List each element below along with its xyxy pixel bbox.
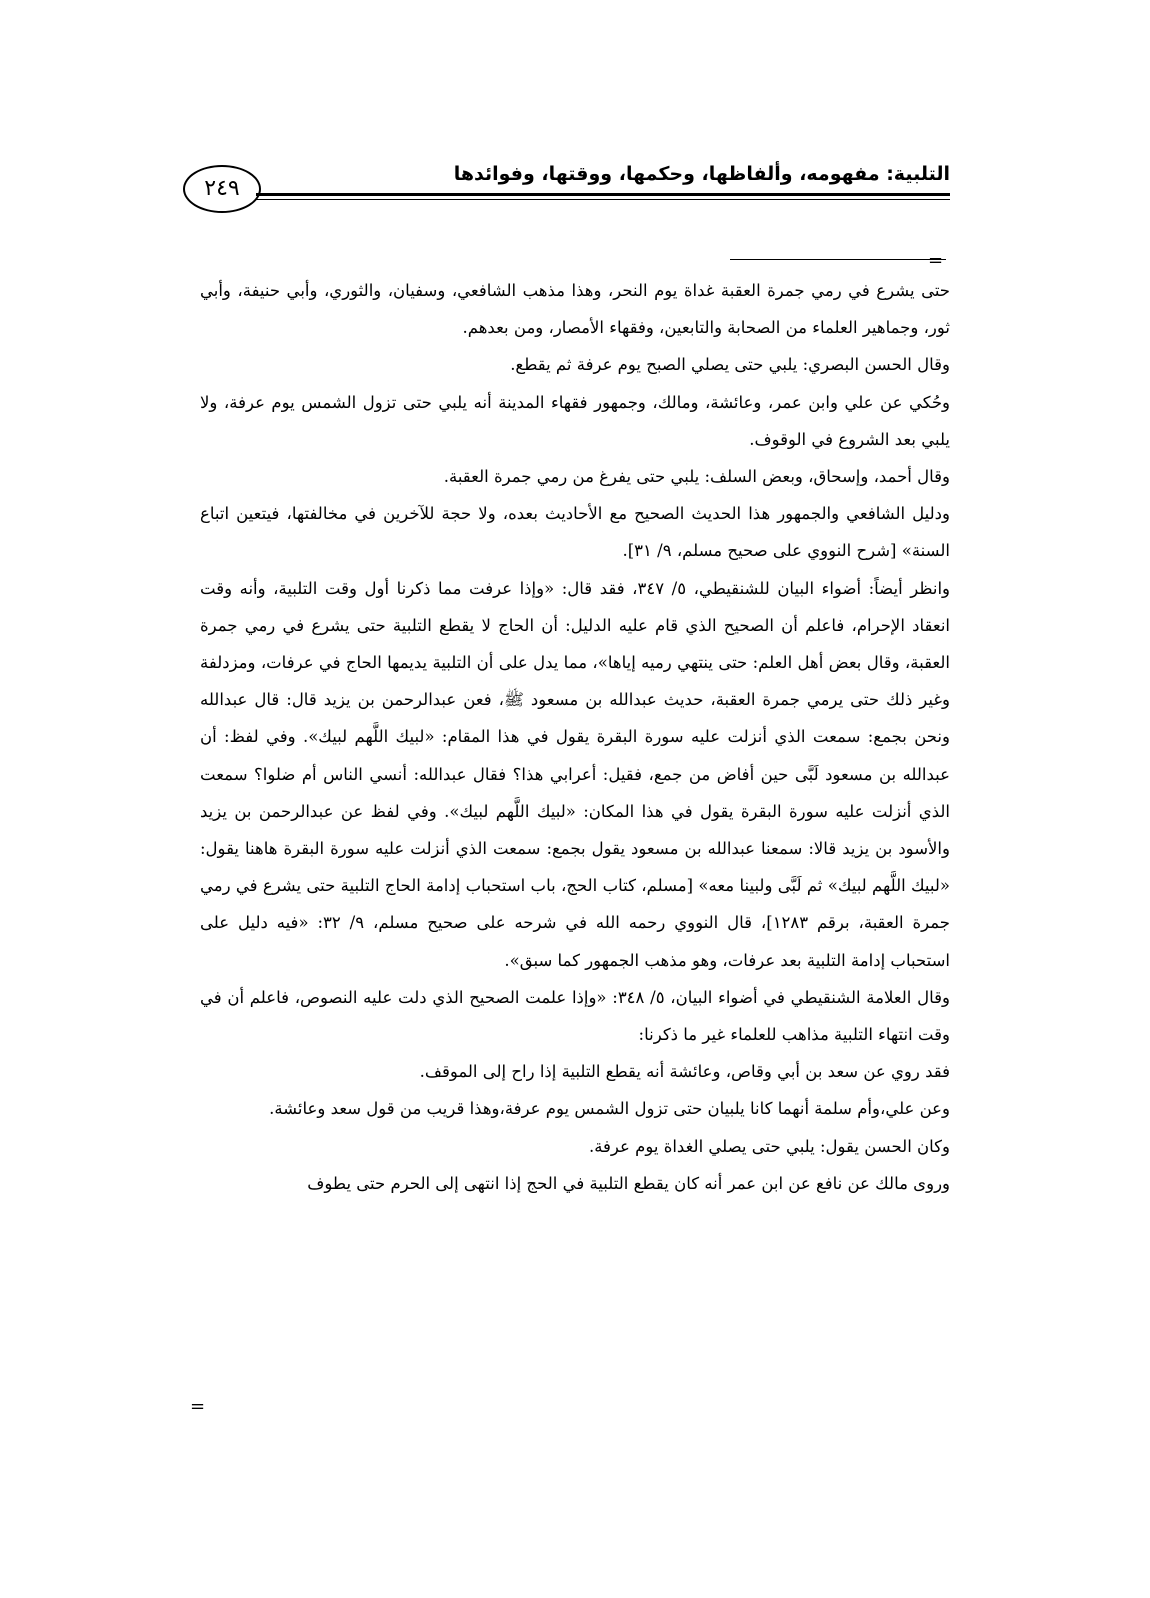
continuation-mark-bottom: = xyxy=(190,1396,206,1417)
paragraph-1: حتى يشرع في رمي جمرة العقبة غداة يوم النحر، وهذا مذهب الشافعي، وسفيان، والثوري، وأبي حنيفة، وأبي ثور، وجماهير العلماء من الصحابة والتابعين، وفقهاء الأمصار، ومن بعدهم. xyxy=(200,281,950,338)
paragraph-11: وروى مالك عن نافع عن ابن عمر أنه كان يقطع التلبية في الحج إذا انتهى إلى الحرم حتى يطوف xyxy=(307,1173,950,1193)
paragraph-10: وكان الحسن يقول: يلبي حتى يصلي الغداة يوم عرفة. xyxy=(588,1136,950,1156)
header-rule-thick xyxy=(256,193,950,196)
paragraph-4: وقال أحمد، وإسحاق، وبعض السلف: يلبي حتى يفرغ من رمي جمرة العقبة. xyxy=(443,467,950,487)
paragraph-8: فقد روي عن سعد بن أبي وقاص، وعائشة أنه يقطع التلبية إذا راح إلى الموقف. xyxy=(419,1062,950,1082)
paragraph-5: ودليل الشافعي والجمهور هذا الحديث الصحيح مع الأحاديث بعده، ولا حجة للآخرين في مخالفتها، فيتعين اتباع السنة» [شرح النووي على صحيح مسلم، ٩/ ٣١]. xyxy=(200,504,950,561)
continuation-mark-top: = xyxy=(928,250,944,271)
paragraph-6: وانظر أيضاً: أضواء البيان للشنقيطي، ٥/ ٣٤٧، فقد قال: «وإذا عرفت مما ذكرنا أول وقت التلبية، وأنه وقت انعقاد الإحرام، فاعلم أن الصحيح الذي قام عليه الدليل: أن الحاج لا يقطع التلبية حتى يشرع في رمي جمرة العقبة، وقال بعض أهل العلم: حتى ينتهي رميه إياها»، مما يدل على أن التلبية يديمها الحاج في عرفات، ومزدلفة وغير ذلك حتى يرمي جمرة العقبة، حديث عبدالله بن مسعود ﷺ، فعن عبدالرحمن بن يزيد قال: قال عبدالله ونحن بجمع: سمعت الذي أنزلت عليه سورة البقرة يقول في هذا المقام: «لبيك اللَّهم لبيك». وفي لفظ: أن عبدالله بن مسعود لَبَّى حين أفاض من جمع، فقيل: أعرابي هذا؟ فقال عبدالله: أنسي الناس أم ضلوا؟ سمعت الذي أنزلت عليه سورة البقرة يقول في هذا المكان: «لبيك اللَّهم لبيك». وفي لفظ عن عبدالرحمن بن يزيد والأسود بن يزيد قالا: سمعنا عبدالله بن مسعود يقول بجمع: سمعت الذي أنزلت عليه سورة البقرة هاهنا يقول: «لبيك اللَّهم لبيك» ثم لَبَّى ولبينا معه» [مسلم، كتاب الحج، باب استحباب إدامة الحاج التلبية حتى يشرع في رمي جمرة العقبة، برقم ١٢٨٣]، قال النووي رحمه الله في شرحه على صحيح مسلم، ٩/ ٣٢: «فيه دليل على استحباب إدامة التلبية بعد عرفات، وهو مذهب الجمهور كما سبق». xyxy=(200,578,951,970)
header-rule-thin xyxy=(256,199,950,200)
paragraph-7: وقال العلامة الشنقيطي في أضواء البيان، ٥/ ٣٤٨: «وإذا علمت الصحيح الذي دلت عليه النصوص، فاعلم أن في وقت انتهاء التلبية مذاهب للعلماء غير ما ذكرنا: xyxy=(200,987,950,1045)
paragraph-3: وحُكي عن علي وابن عمر، وعائشة، ومالك، وجمهور فقهاء المدينة أنه يلبي حتى تزول الشمس يوم عرفة، ولا يلبي بعد الشروع في الوقوف. xyxy=(200,392,950,449)
page-number: ٢٤٩ xyxy=(183,165,261,213)
footnote-separator xyxy=(730,259,946,260)
running-title: التلبية: مفهومه، وألفاظها، وحكمها، ووقتها، وفوائدها xyxy=(453,163,950,185)
paragraph-9: وعن علي،وأم سلمة أنهما كانا يلبيان حتى تزول الشمس يوم عرفة،وهذا قريب من قول سعد وعائشة. xyxy=(269,1099,950,1119)
footnote-body xyxy=(200,272,950,1202)
paragraph-2: وقال الحسن البصري: يلبي حتى يصلي الصبح يوم عرفة ثم يقطع. xyxy=(510,355,950,375)
